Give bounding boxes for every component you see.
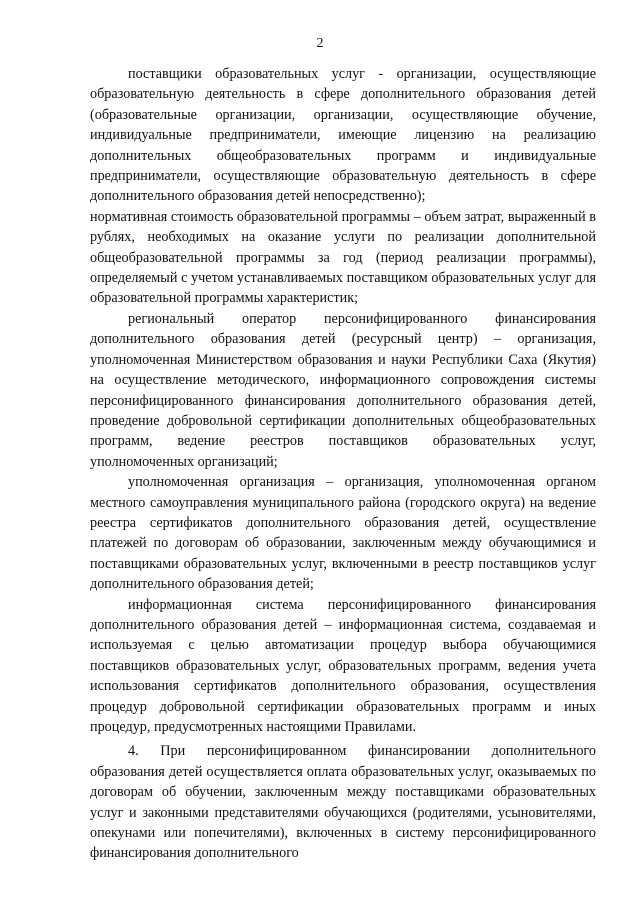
paragraph-providers: поставщики образовательных услуг - организации, осуществляющие образовательную деятельность в сфере дополнительного образования детей (образовательные организации, организации, осуществляющие обучение, индивидуальные предприниматели, имеющие лицензию на реализацию дополнительных общеобразовательных программ и индивидуальные предприниматели, осуществляющие образовательную деятельность в сфере дополнительного образования детей непосредственно); — [90, 66, 596, 205]
paragraph-regional-operator: региональный оператор персонифицированного финансирования дополнительного образования детей (ресурсный центр) – организация, уполномоченная Министерством образования и науки Республики Саха (Якутия) на осуществление методического, информационного сопровождения системы персонифицированного финансирования дополнительного образования детей, проведение добровольной сертификации дополнительных общеобразовательных программ, ведение реестров поставщиков образовательных услуг, уполномоченных организаций; — [90, 310, 596, 470]
document-body — [90, 64, 596, 864]
paragraph-authorized-organization: уполномоченная организация – организация, уполномоченная органом местного самоуправления муниципального района (городского округа) на ведение реестра сертификатов дополнительного образования детей, осуществление платежей по договорам об образовании, заключенным между обучающимися и поставщиками образовательных услуг, включенными в реестр поставщиков услуг дополнительного образования детей; — [90, 474, 596, 593]
paragraph-normative-cost: нормативная стоимость образовательной программы – объем затрат, выраженный в рублях, необходимых на оказание услуги по реализации дополнительной общеобразовательной программы за год (период реализации программы), определяемый с учетом устанавливаемых поставщиком образовательных услуг для образовательной программы характеристик; — [90, 208, 596, 307]
page-number: 2 — [316, 36, 324, 51]
paragraph-section-4: 4. При персонифицированном финансировании дополнительного образования детей осуществляется оплата образовательных услуг, оказываемых по договорам об обучении, заключенным между поставщиками образовательных услуг и законными представителями обучающихся (родителями, усыновителями, опекунами или попечителями), включенных в систему персонифицированного финансирования дополнительного — [90, 743, 596, 862]
paragraph-information-system: информационная система персонифицированного финансирования дополнительного образования детей – информационная система, создаваемая и используемая с целью автоматизации процедур выбора обучающимися поставщиков образовательных услуг, образовательных программ, ведения учета использования сертификатов дополнительного образования, осуществления процедур добровольной сертификации образовательных программ и иных процедур, предусмотренных настоящими Правилами. — [90, 596, 596, 735]
